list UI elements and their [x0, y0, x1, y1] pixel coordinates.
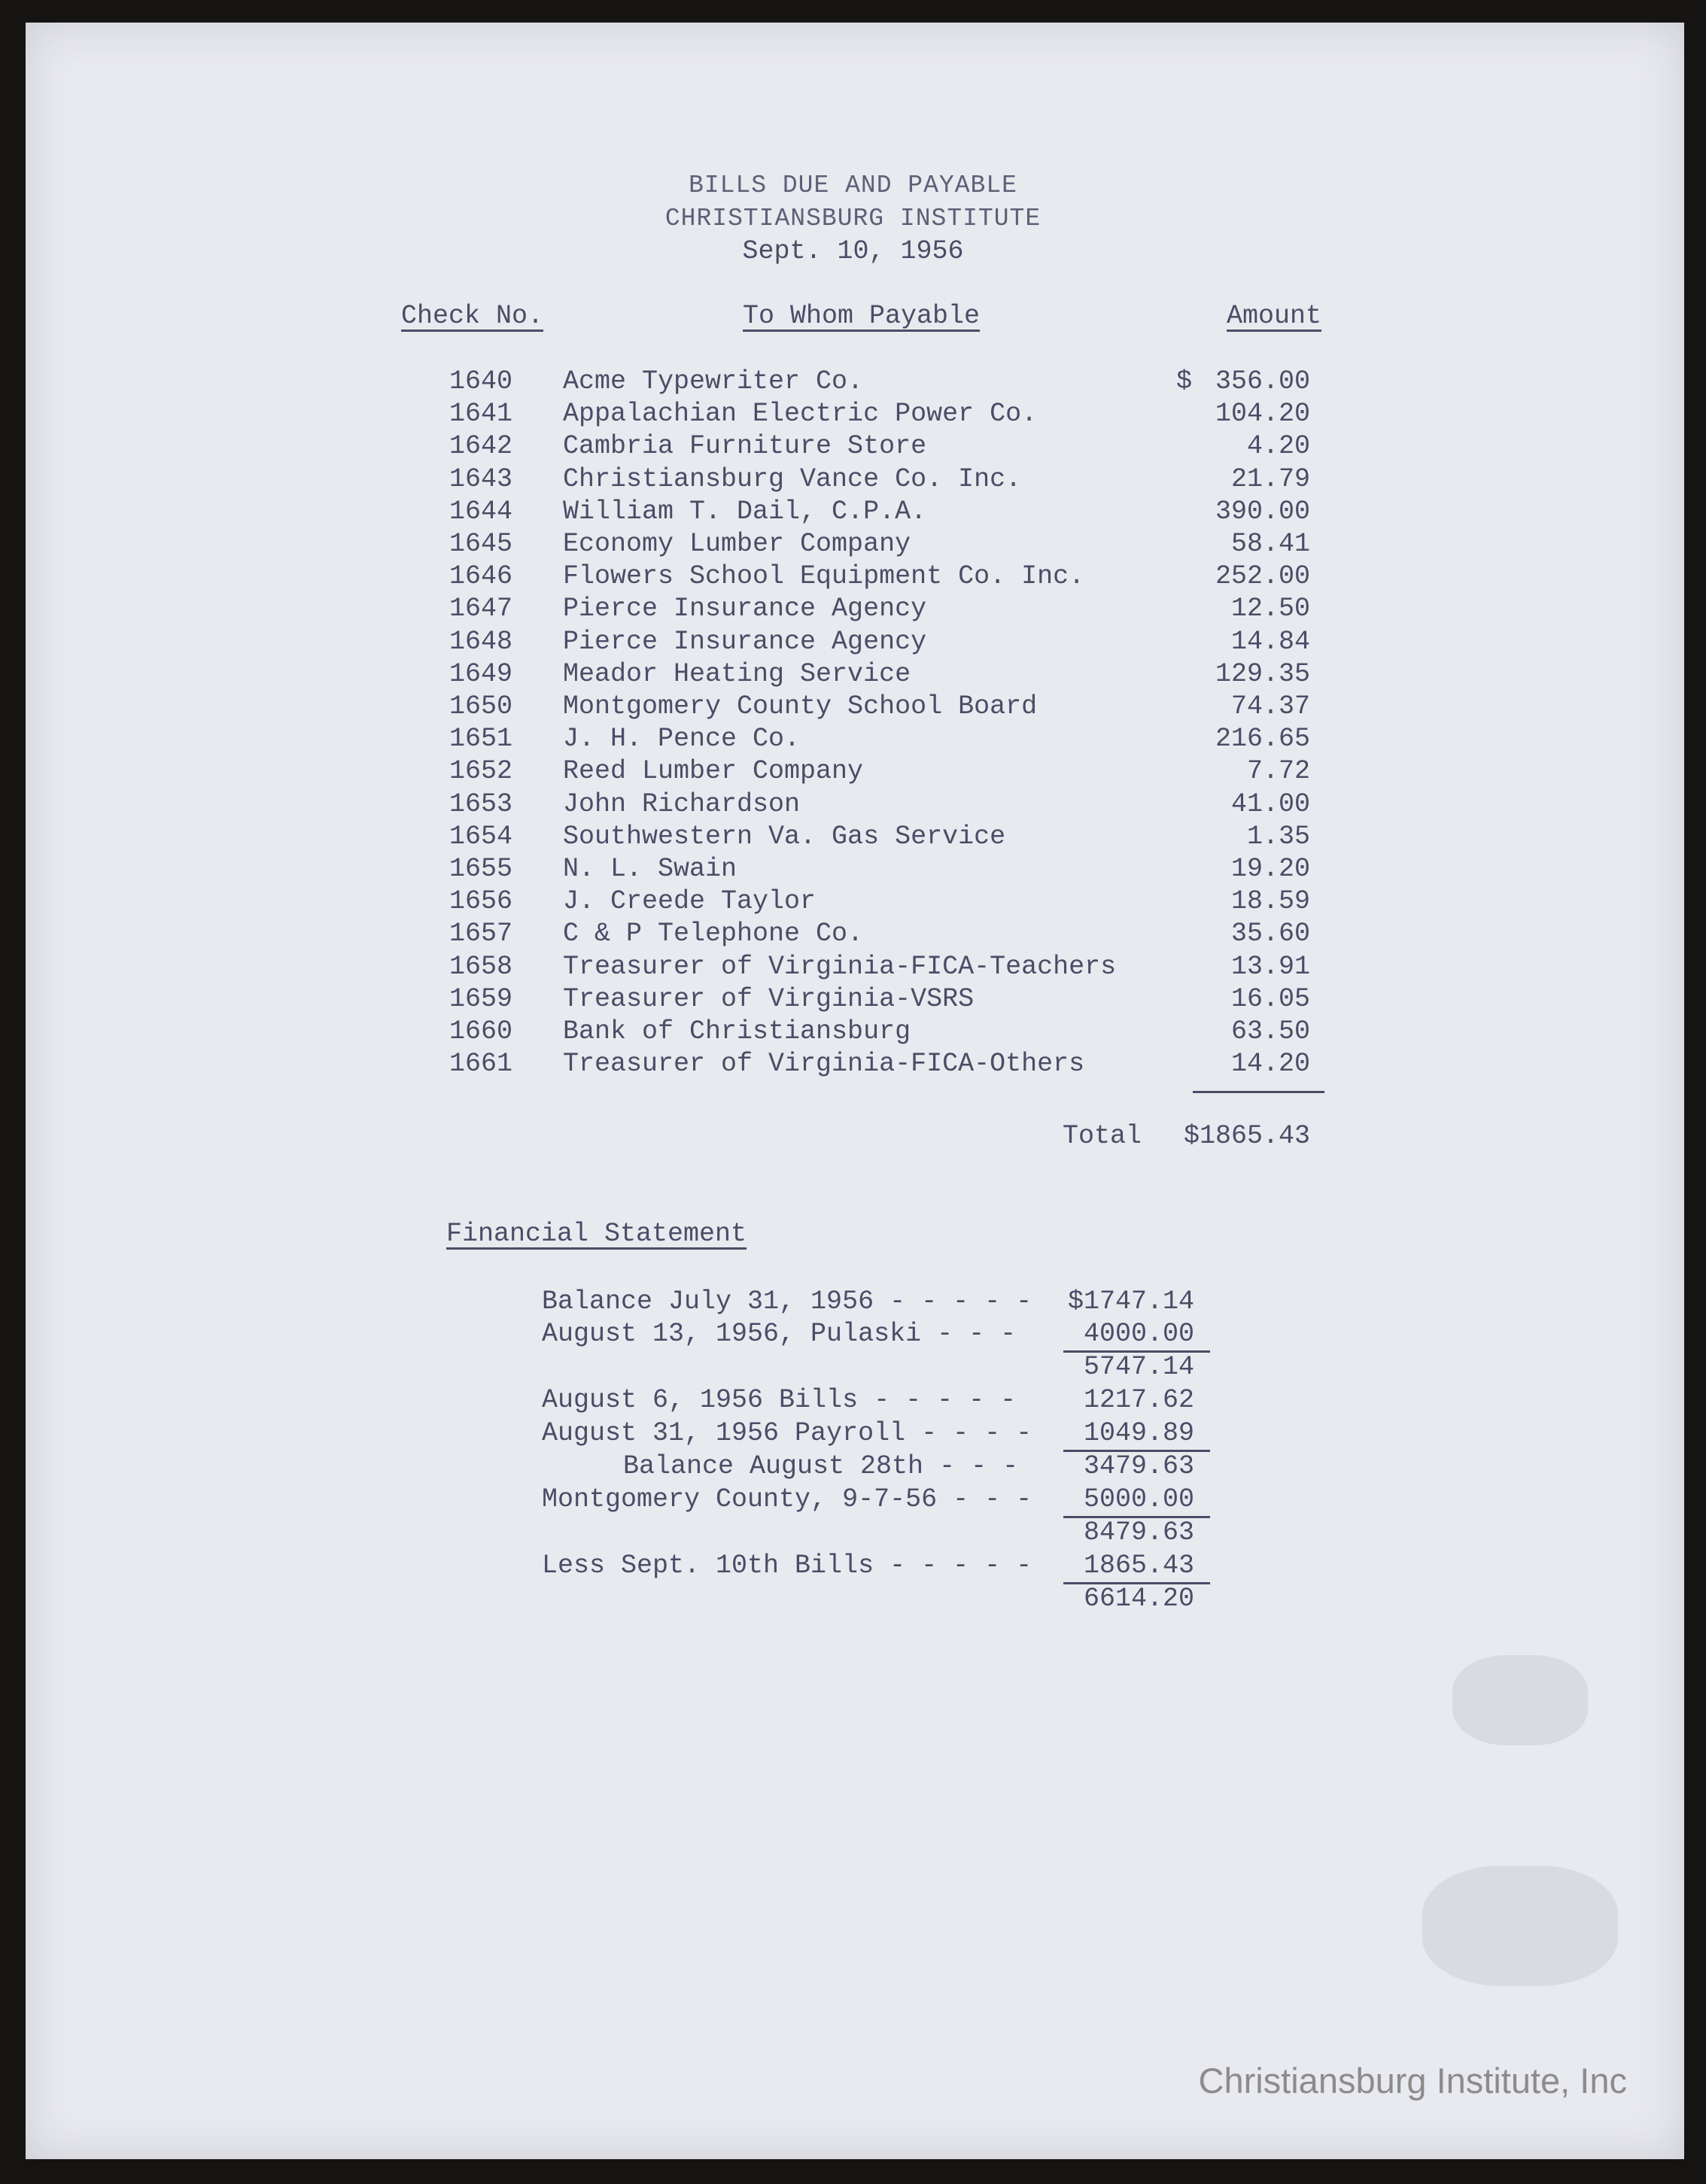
amount-value: 4.20 — [1246, 431, 1310, 462]
payee-name: John Richardson — [563, 788, 801, 819]
statement-line — [0, 1551, 1706, 1584]
table-row — [0, 431, 1706, 463]
column-header-check: Check No. — [401, 301, 544, 331]
amount-value: 1.35 — [1246, 821, 1310, 852]
check-number: 1657 — [449, 919, 513, 949]
amount-value: 14.84 — [1230, 626, 1310, 657]
table-row — [0, 594, 1706, 626]
payee-name: Treasurer of Virginia-FICA-Teachers — [563, 951, 1117, 982]
check-number: 1661 — [449, 1049, 513, 1080]
payee-name: Acme Typewriter Co. — [563, 366, 864, 396]
table-row — [0, 464, 1706, 497]
table-row — [0, 756, 1706, 788]
table-row — [0, 919, 1706, 951]
institution-name: CHRISTIANSBURG INSTITUTE — [664, 205, 1042, 232]
amount-value: 58.41 — [1230, 529, 1310, 559]
statement-label: August 6, 1956 Bills - - - - - — [542, 1385, 1017, 1415]
bills-subtotal-rule — [1193, 1091, 1324, 1093]
statement-label: Less Sept. 10th Bills - - - - - — [542, 1551, 1032, 1581]
statement-line — [0, 1517, 1706, 1551]
payee-name: William T. Dail, C.P.A. — [563, 496, 927, 527]
payee-name: Bank of Christiansburg — [563, 1016, 911, 1046]
statement-value: 5747.14 — [1083, 1352, 1194, 1382]
watermark-credit: Christiansburg Institute, Inc — [1198, 2061, 1627, 2100]
check-number: 1658 — [449, 951, 513, 982]
payee-name: Southwestern Va. Gas Service — [563, 821, 1006, 852]
statement-line — [0, 1385, 1706, 1418]
statement-line — [0, 1584, 1706, 1617]
financial-statement-heading: Financial Statement — [446, 1219, 747, 1249]
amount-value: 14.20 — [1230, 1049, 1310, 1080]
table-row — [0, 366, 1706, 399]
amount-value: 12.50 — [1230, 594, 1310, 624]
column-header-amount: Amount — [1227, 301, 1322, 331]
statement-value: 4000.00 — [1083, 1319, 1194, 1349]
payee-name: J. H. Pence Co. — [563, 724, 801, 755]
payee-name: C & P Telephone Co. — [563, 919, 864, 949]
payee-name: Montgomery County School Board — [563, 691, 1038, 721]
table-row — [0, 789, 1706, 822]
statement-label: August 13, 1956, Pulaski - - - — [542, 1319, 1017, 1349]
statement-value: 1865.43 — [1083, 1551, 1194, 1581]
amount-value: 41.00 — [1230, 788, 1310, 819]
statement-label: Montgomery County, 9-7-56 - - - — [542, 1484, 1032, 1514]
statement-line — [0, 1352, 1706, 1385]
amount-value: 19.20 — [1230, 854, 1310, 884]
table-row — [0, 659, 1706, 691]
statement-label: August 31, 1956 Payroll - - - - — [542, 1418, 1032, 1448]
amount-value: 7.72 — [1246, 756, 1310, 787]
check-number: 1655 — [449, 854, 513, 884]
statement-line — [0, 1319, 1706, 1352]
payee-name: Cambria Furniture Store — [563, 431, 927, 462]
amount-value: 216.65 — [1215, 724, 1310, 755]
check-number: 1649 — [449, 658, 513, 689]
table-row — [0, 854, 1706, 886]
statement-value: 1049.89 — [1083, 1418, 1194, 1448]
check-number: 1652 — [449, 756, 513, 787]
statement-value: 3479.63 — [1083, 1451, 1194, 1481]
check-number: 1656 — [449, 886, 513, 917]
amount-value: 63.50 — [1230, 1016, 1310, 1046]
column-header-payee: To Whom Payable — [743, 301, 981, 331]
amount-value: 16.05 — [1230, 983, 1310, 1014]
check-number: 1646 — [449, 561, 513, 592]
table-row — [0, 399, 1706, 431]
table-row — [0, 1049, 1706, 1081]
currency-symbol: $ — [1176, 366, 1193, 396]
amount-value: 252.00 — [1215, 561, 1310, 592]
check-number: 1644 — [449, 496, 513, 527]
check-number: 1647 — [449, 594, 513, 624]
document-date: Sept. 10, 1956 — [742, 236, 964, 266]
table-row — [0, 1016, 1706, 1049]
amount-value: 13.91 — [1230, 951, 1310, 982]
amount-value: 35.60 — [1230, 919, 1310, 949]
payee-name: Treasurer of Virginia-VSRS — [563, 983, 975, 1014]
amount-value: 356.00 — [1215, 366, 1310, 396]
check-number: 1654 — [449, 821, 513, 852]
table-row — [0, 691, 1706, 724]
smudge-mark — [1422, 1866, 1618, 1986]
statement-line — [0, 1286, 1706, 1320]
table-row — [0, 984, 1706, 1016]
check-number: 1643 — [449, 463, 513, 494]
table-row — [0, 886, 1706, 919]
statement-value: 8479.63 — [1083, 1517, 1194, 1548]
statement-value: $1747.14 — [1067, 1286, 1194, 1317]
check-number: 1651 — [449, 724, 513, 755]
payee-name: Pierce Insurance Agency — [563, 594, 927, 624]
paper-sheet — [26, 23, 1684, 2159]
check-number: 1650 — [449, 691, 513, 721]
table-row — [0, 627, 1706, 659]
table-row — [0, 561, 1706, 594]
statement-label: Balance July 31, 1956 - - - - - — [542, 1286, 1032, 1317]
check-number: 1640 — [449, 366, 513, 396]
check-number: 1645 — [449, 529, 513, 559]
payee-name: Christiansburg Vance Co. Inc. — [563, 463, 1022, 494]
document-title: BILLS DUE AND PAYABLE — [689, 172, 1017, 199]
payee-name: J. Creede Taylor — [563, 886, 817, 917]
check-number: 1641 — [449, 399, 513, 430]
amount-value: 74.37 — [1230, 691, 1310, 721]
check-number: 1659 — [449, 983, 513, 1014]
check-number: 1660 — [449, 1016, 513, 1046]
total-row — [0, 1121, 1706, 1153]
amount-value: 18.59 — [1230, 886, 1310, 917]
statement-line — [0, 1451, 1706, 1484]
payee-name: Treasurer of Virginia-FICA-Others — [563, 1049, 1085, 1080]
check-number: 1642 — [449, 431, 513, 462]
total-value: $1865.43 — [1183, 1121, 1310, 1151]
payee-name: Pierce Insurance Agency — [563, 626, 927, 657]
table-row — [0, 529, 1706, 561]
table-row — [0, 822, 1706, 854]
smudge-mark — [1452, 1655, 1588, 1745]
statement-line — [0, 1418, 1706, 1451]
statement-value: 6614.20 — [1083, 1584, 1194, 1614]
payee-name: Reed Lumber Company — [563, 756, 864, 787]
table-row — [0, 724, 1706, 756]
total-label: Total — [1063, 1121, 1142, 1151]
table-row — [0, 952, 1706, 984]
amount-value: 21.79 — [1230, 463, 1310, 494]
statement-value: 5000.00 — [1083, 1484, 1194, 1514]
check-number: 1648 — [449, 626, 513, 657]
amount-value: 104.20 — [1215, 399, 1310, 430]
payee-name: N. L. Swain — [563, 854, 737, 884]
statement-value: 1217.62 — [1083, 1385, 1194, 1415]
check-number: 1653 — [449, 788, 513, 819]
amount-value: 390.00 — [1215, 496, 1310, 527]
statement-label: Balance August 28th - - - — [623, 1451, 1019, 1481]
payee-name: Economy Lumber Company — [563, 529, 911, 559]
payee-name: Appalachian Electric Power Co. — [563, 399, 1038, 430]
amount-value: 129.35 — [1215, 658, 1310, 689]
statement-line — [0, 1484, 1706, 1517]
payee-name: Meador Heating Service — [563, 658, 911, 689]
payee-name: Flowers School Equipment Co. Inc. — [563, 561, 1085, 592]
table-row — [0, 497, 1706, 529]
